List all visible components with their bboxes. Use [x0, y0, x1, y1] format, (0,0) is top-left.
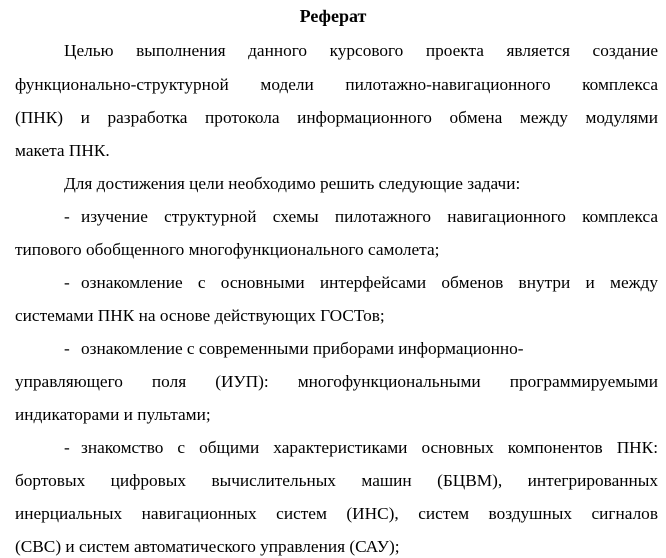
list-dash: -: [64, 438, 70, 457]
list-item-continuation: инерциальных навигационных систем (ИНС), систем воздушных сигналов: [15, 504, 658, 523]
list-item-text: ознакомление с современными приборами информационно-: [81, 339, 524, 358]
document-title: Реферат: [299, 6, 367, 26]
list-dash: -: [64, 339, 70, 358]
list-item-continuation: индикаторами и пультами;: [15, 405, 211, 424]
list-item-continuation: типового обобщенного многофункционального самолета;: [15, 240, 440, 259]
list-item-continuation: управляющего поля (ИУП): многофункциональными программируемыми: [15, 372, 658, 391]
list-dash: -: [64, 207, 70, 226]
list-item-text: ознакомление с основными интерфейсами обменов внутри и между: [81, 273, 658, 292]
list-item-text: изучение структурной схемы пилотажного навигационного комплекса: [81, 207, 658, 226]
list-item: [64, 437, 658, 459]
list-item: [64, 206, 658, 228]
paragraph-line: (ПНК) и разработка протокола информационного обмена между модулями: [15, 108, 658, 127]
list-item: [64, 272, 658, 294]
paragraph-line: функционально-структурной модели пилотажно-навигационного комплекса: [15, 75, 658, 94]
list-item-text: знакомство с общими характеристиками основных компонентов ПНК:: [81, 438, 658, 457]
list-item-continuation: (СВС) и систем автоматического управления (САУ);: [15, 537, 400, 556]
list-item-continuation: системами ПНК на основе действующих ГОСТов;: [15, 306, 385, 325]
paragraph-line: Целью выполнения данного курсового проекта является создание: [64, 41, 658, 60]
paragraph-line: Для достижения цели необходимо решить следующие задачи:: [64, 174, 521, 193]
list-item-continuation: бортовых цифровых вычислительных машин (БЦВМ), интегрированных: [15, 471, 658, 490]
list-item: [64, 338, 524, 360]
list-dash: -: [64, 273, 70, 292]
paragraph-line: макета ПНК.: [15, 141, 110, 160]
